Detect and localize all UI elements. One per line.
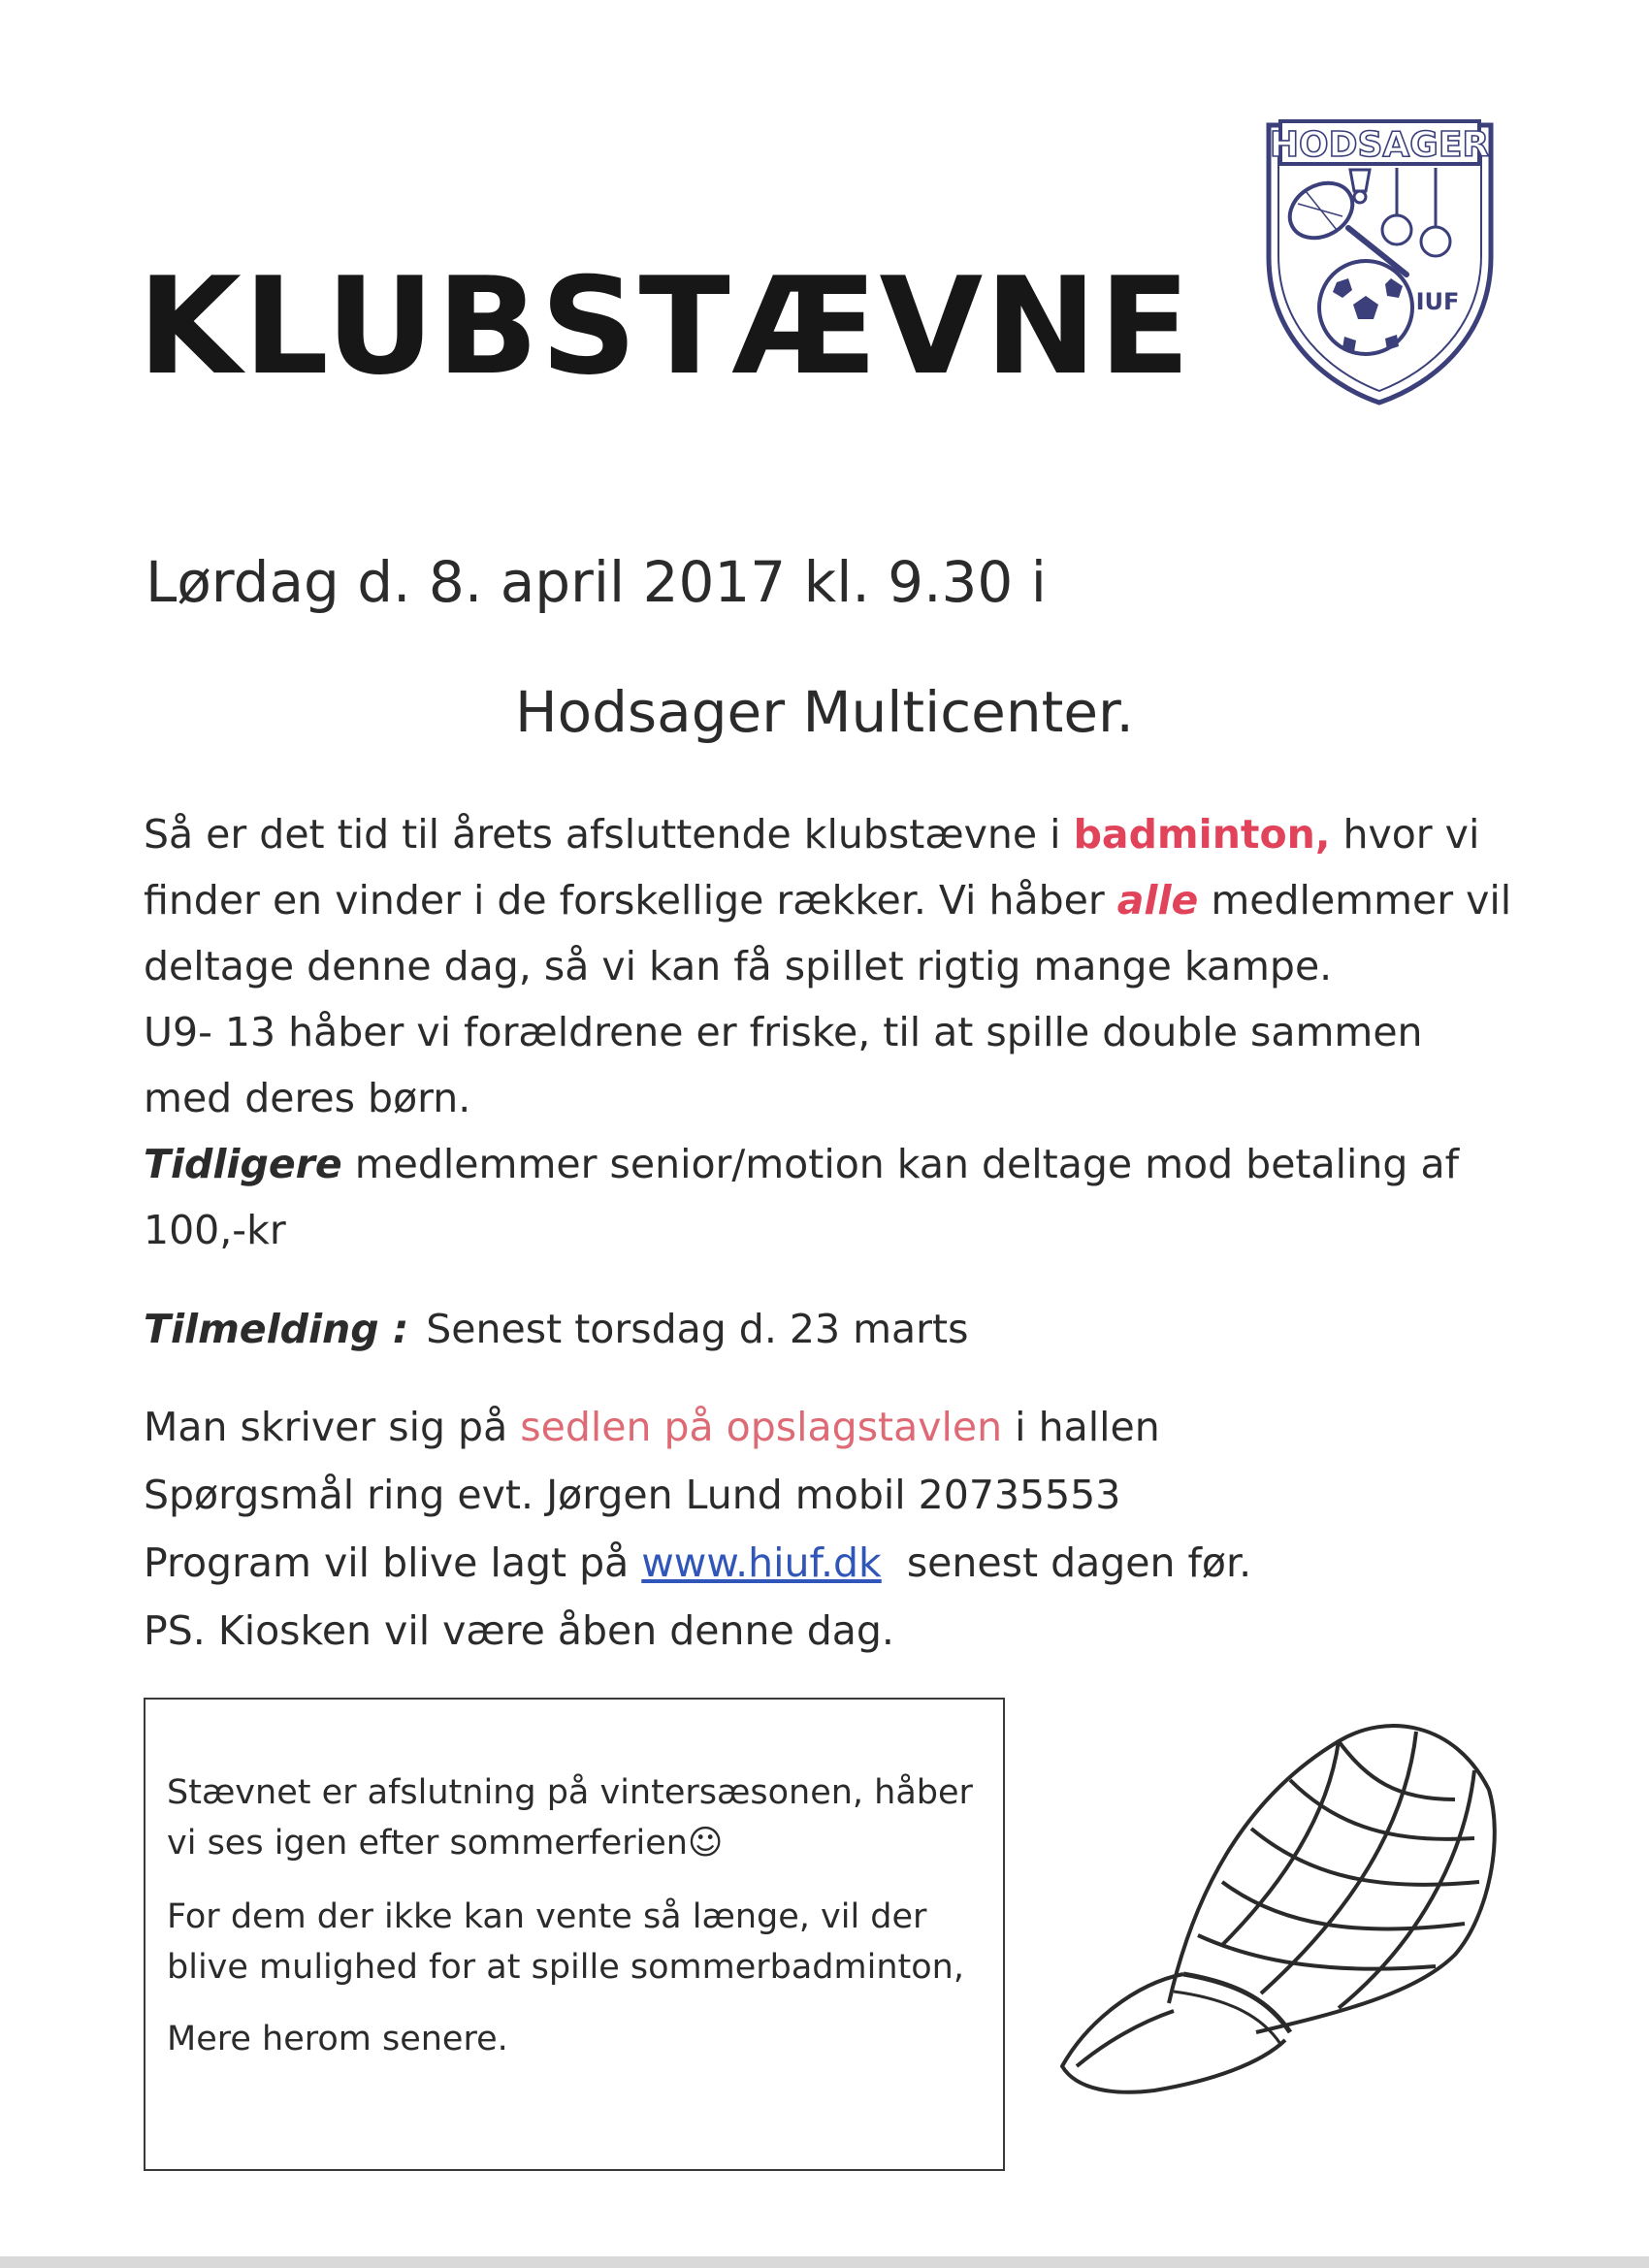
website-link[interactable]: www.hiuf.dk: [641, 1539, 882, 1586]
intro-paragraph: Så er det tid til årets afsluttende klubstævne i badminton, hvor vi finder en vinder i de forskellige rækker. Vi håber alle medlemmer vil deltage denne dag, så vi kan få spillet rigtig mange kampe.: [144, 811, 1512, 989]
note-paragraph: For dem der ikke kan vente så længe, vil der blive mulighed for at spille sommerbadminton,: [167, 1897, 964, 1987]
note-paragraph: Mere herom senere.: [167, 2020, 508, 2058]
youth-paragraph: U9- 13 håber vi forældrene er friske, til at spille double sammen med deres børn.: [144, 1009, 1423, 1121]
badminton-shuttlecock-icon: [1048, 1683, 1513, 2100]
notice-board-highlight: sedlen på opslagstavlen: [520, 1404, 1003, 1450]
note-paragraph: Stævnet er afslutning på vintersæsonen, håber vi ses igen efter sommerferien☺: [167, 1773, 973, 1863]
poster-title: KLUBSTÆVNE: [138, 248, 1193, 405]
info-program: Program vil blive lagt på www.hiuf.dk senest dagen før.: [144, 1539, 1252, 1586]
signup-line: [144, 1296, 968, 1362]
logo-club-name: HODSAGER: [1269, 125, 1490, 165]
info-block: [144, 1393, 1521, 1665]
info-kiosk: PS. Kiosken vil være åben denne dag.: [144, 1607, 894, 1654]
scan-edge: [0, 2256, 1649, 2268]
all-emphasis: alle: [1116, 877, 1199, 923]
info-signup-sheet: Man skriver sig på sedlen på opslagstavlen i hallen: [144, 1404, 1160, 1450]
event-venue: Hodsager Multicenter.: [515, 679, 1134, 745]
signup-deadline: Senest torsdag d. 23 marts: [426, 1306, 969, 1352]
info-contact: Spørgsmål ring evt. Jørgen Lund mobil 20735553: [144, 1472, 1121, 1518]
club-crest-logo: [1261, 112, 1499, 407]
former-label: Tidligere: [144, 1141, 342, 1187]
note-box: [144, 1698, 1005, 2171]
intro-text: [144, 801, 1521, 1263]
sport-highlight: badminton,: [1073, 811, 1331, 858]
signup-label: Tilmelding :: [144, 1306, 409, 1352]
event-date-line: Lørdag d. 8. april 2017 kl. 9.30 i: [146, 549, 1047, 615]
logo-initials: IUF: [1415, 288, 1460, 315]
former-members-paragraph: Tidligere medlemmer senior/motion kan deltage mod betaling af 100,-kr: [144, 1141, 1460, 1253]
